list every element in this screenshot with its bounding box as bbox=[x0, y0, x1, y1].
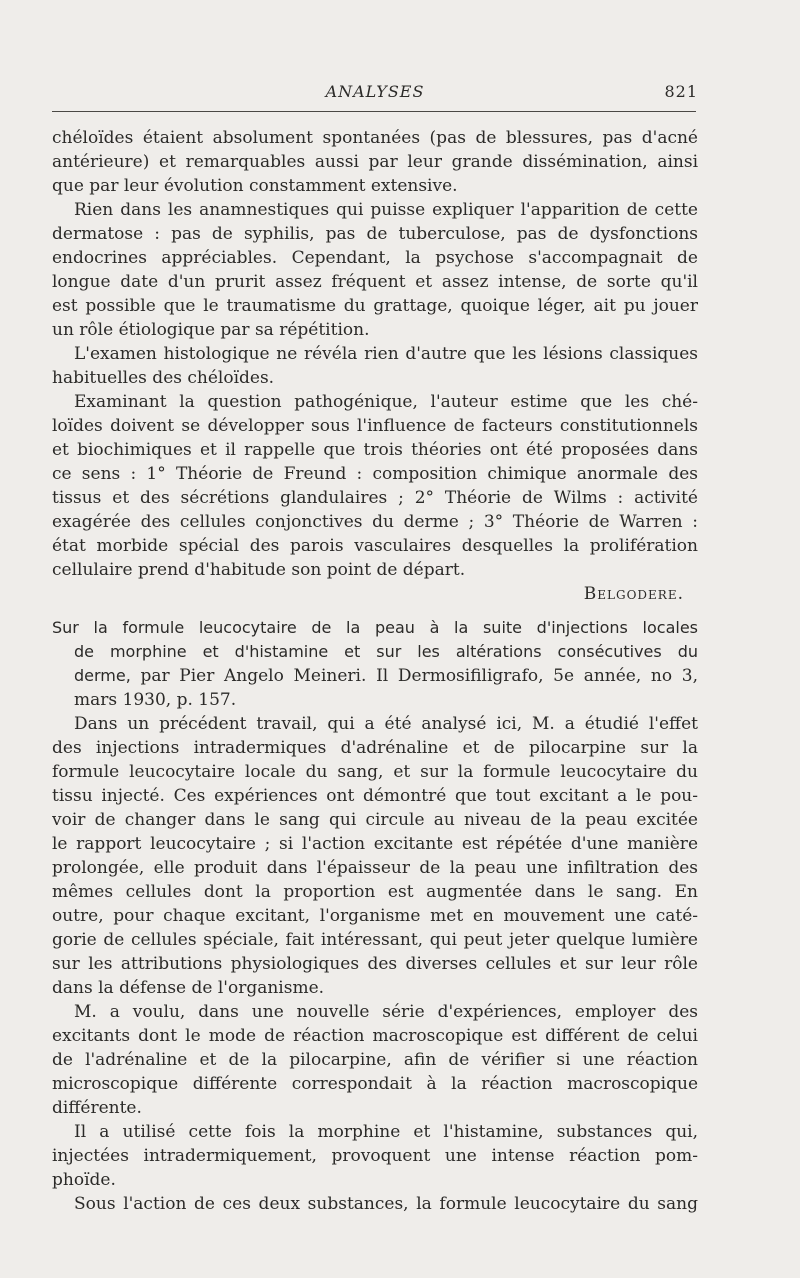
running-title: ANALYSES bbox=[325, 82, 425, 101]
text-line: M. a voulu, dans une nouvelle série d'expériences, employer des bbox=[74, 1002, 698, 1022]
text-line: différente. bbox=[52, 1098, 142, 1118]
text-line: cellulaire prend d'habitude son point de départ. bbox=[52, 560, 466, 580]
text-line: est possible que le traumatisme du grattage, quoique léger, ait pu jouer bbox=[52, 296, 698, 316]
text-line: excitants dont le mode de réaction macroscopique est différent de celui bbox=[52, 1026, 698, 1046]
text-line: habituelles des chéloïdes. bbox=[52, 368, 275, 388]
body-text bbox=[52, 126, 698, 1216]
text-line: état morbide spécial des parois vasculaires desquelles la prolifération bbox=[52, 536, 698, 556]
text-line: Examinant la question pathogénique, l'auteur estime que les ché- bbox=[74, 392, 698, 412]
text-line: Rien dans les anamnestiques qui puisse expliquer l'apparition de cette bbox=[74, 200, 698, 220]
text-line: antérieure) et remarquables aussi par leur grande dissémination, ainsi bbox=[52, 152, 698, 172]
text-line: longue date d'un prurit assez fréquent et assez intense, de sorte qu'il bbox=[52, 272, 698, 292]
signature: Belgodere. bbox=[583, 584, 684, 604]
running-head bbox=[52, 82, 698, 106]
text-line: outre, pour chaque excitant, l'organisme met en mouvement une caté- bbox=[52, 906, 698, 926]
text-line: phoïde. bbox=[52, 1170, 116, 1190]
text-line: voir de changer dans le sang qui circule au niveau de la peau excitée bbox=[52, 810, 698, 830]
text-line: le rapport leucocytaire ; si l'action excitante est répétée d'une manière bbox=[52, 834, 698, 854]
text-line: de l'adrénaline et de la pilocarpine, afin de vérifier si une réaction bbox=[52, 1050, 698, 1070]
text-line: et biochimiques et il rappelle que trois théories ont été proposées dans bbox=[52, 440, 698, 460]
header-rule bbox=[52, 111, 696, 112]
text-line: dans la défense de l'organisme. bbox=[52, 978, 325, 998]
text-line: un rôle étiologique par sa répétition. bbox=[52, 320, 370, 340]
text-line: sur les attributions physiologiques des diverses cellules et sur leur rôle bbox=[52, 954, 698, 974]
page-number: 821 bbox=[664, 82, 698, 101]
text-line: dermatose : pas de syphilis, pas de tuberculose, pas de dysfonctions bbox=[52, 224, 698, 244]
text-line: que par leur évolution constamment extensive. bbox=[52, 176, 458, 196]
text-line: injectées intradermiquement, provoquent une intense réaction pom- bbox=[52, 1146, 698, 1166]
text-line: mêmes cellules dont la proportion est augmentée dans le sang. En bbox=[52, 882, 698, 902]
article-heading-line: de morphine et d'histamine et sur les altérations consécutives du bbox=[74, 642, 698, 661]
text-line: chéloïdes étaient absolument spontanées (pas de blessures, pas d'acné bbox=[52, 128, 698, 148]
article-heading-line: Sur la formule leucocytaire de la peau à la suite d'injections locales bbox=[52, 618, 698, 637]
text-line: ce sens : 1° Théorie de Freund : composition chimique anormale des bbox=[52, 464, 698, 484]
text-line: microscopique différente correspondait à la réaction macroscopique bbox=[52, 1074, 698, 1094]
heading-citation: par Pier Angelo Meineri. Il Dermosifiligrafo, 5e année, no 3, bbox=[130, 666, 698, 686]
text-line: L'examen histologique ne révéla rien d'autre que les lésions classiques bbox=[74, 344, 698, 364]
text-line: prolongée, elle produit dans l'épaisseur de la peau une infiltration des bbox=[52, 858, 698, 878]
article-heading-date: mars 1930, p. 157. bbox=[74, 690, 237, 710]
text-line: loïdes doivent se développer sous l'influence de facteurs constitutionnels bbox=[52, 416, 698, 436]
text-line: tissu injecté. Ces expériences ont démontré que tout excitant a le pou- bbox=[52, 786, 698, 806]
text-line: Il a utilisé cette fois la morphine et l'histamine, substances qui, bbox=[74, 1122, 698, 1142]
text-line: Dans un précédent travail, qui a été analysé ici, M. a étudié l'effet bbox=[74, 714, 698, 734]
text-line: endocrines appréciables. Cependant, la psychose s'accompagnait de bbox=[52, 248, 698, 268]
text-line: Sous l'action de ces deux substances, la formule leucocytaire du sang bbox=[74, 1194, 698, 1214]
text-line: exagérée des cellules conjonctives du derme ; 3° Théorie de Warren : bbox=[52, 512, 698, 532]
heading-bold-word: derme, bbox=[74, 666, 131, 685]
text-line: des injections intradermiques d'adrénaline et de pilocarpine sur la bbox=[52, 738, 698, 758]
text-line: formule leucocytaire locale du sang, et sur la formule leucocytaire du bbox=[52, 762, 698, 782]
text-line: gorie de cellules spéciale, fait intéressant, qui peut jeter quelque lumière bbox=[52, 930, 698, 950]
article-heading-line bbox=[52, 664, 698, 688]
text-line: tissus et des sécrétions glandulaires ; 2° Théorie de Wilms : activité bbox=[52, 488, 698, 508]
